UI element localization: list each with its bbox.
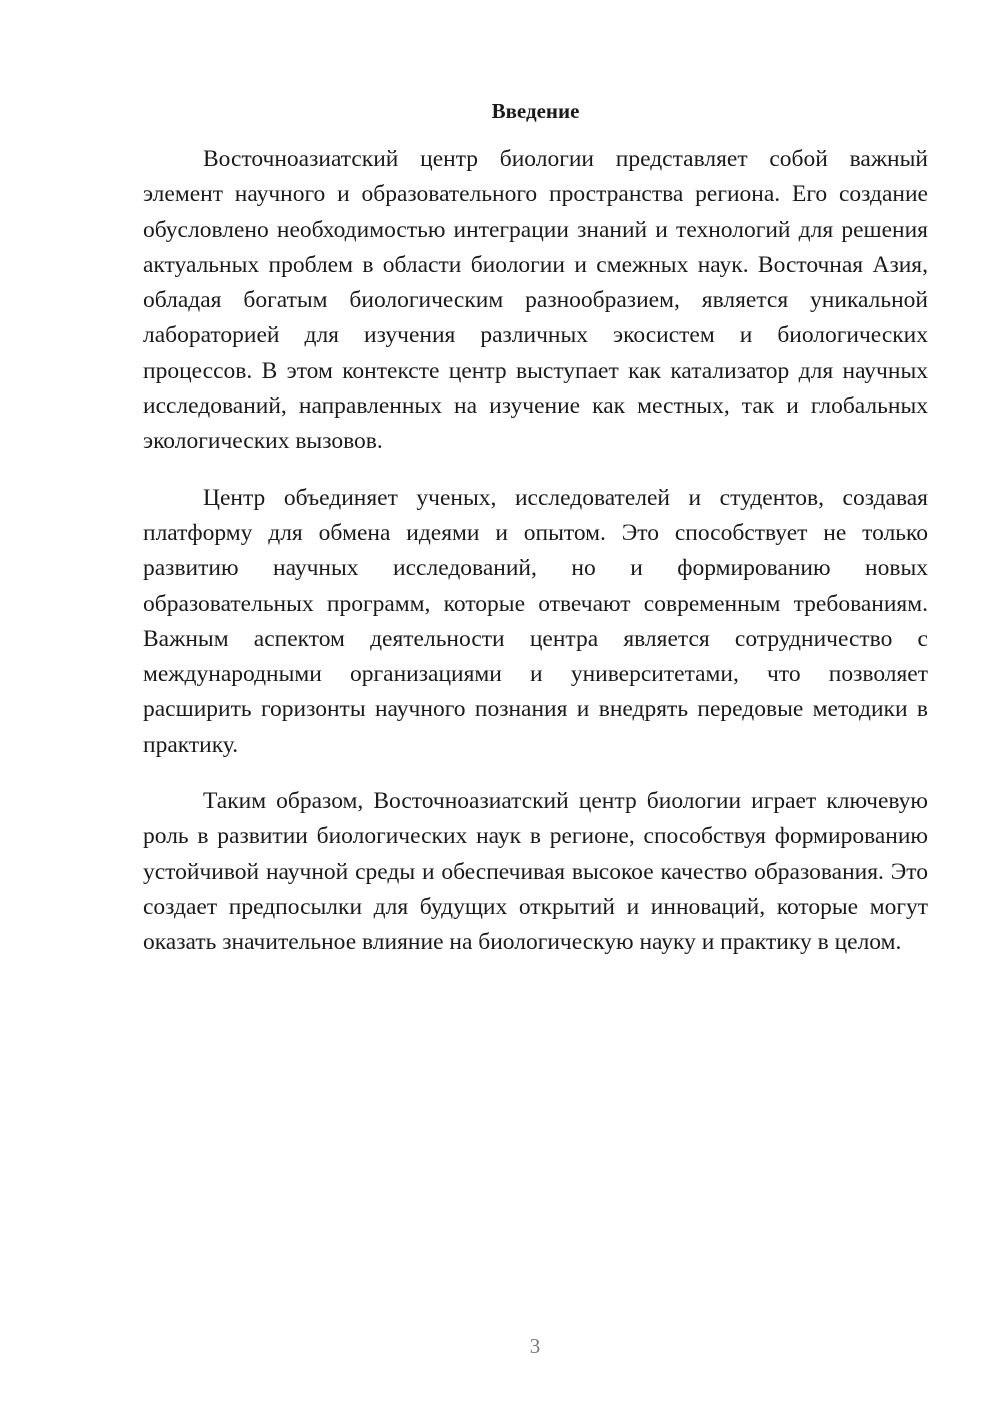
paragraph-2: Центр объединяет ученых, исследователей и студентов, создавая платформу для обмена идеями и опытом. Это способствует не только развитию научных исследований, но и формированию новых образовательных программ, которые отвечают современным требованиям. Важным аспектом деятельности центра является сотрудничество с международными организациями и университетами, что позволяет расширить горизонты научного познания и внедрять передовые методики в практику. — [143, 484, 928, 758]
section-heading: Введение — [491, 99, 580, 123]
paragraph-1: Восточноазиатский центр биологии представляет собой важный элемент научного и образовательного пространства региона. Его создание обусловлено необходимостью интеграции знаний и технологий для решения актуальных проблем в области биологии и смежных наук. Восточная Азия, обладая богатым биологическим разнообразием, является уникальной лабораторией для изучения различных экосистем и биологических процессов. В этом контексте центр выступает как катализатор для научных исследований, направленных на изучение как местных, так и глобальных экологических вызовов. — [143, 146, 928, 455]
page-number: 3 — [529, 1334, 541, 1358]
paragraph-3: Таким образом, Восточноазиатский центр биологии играет ключевую роль в развитии биологических наук в регионе, способствуя формированию устойчивой научной среды и обеспечивая высокое качество образования. Это создает предпосылки для будущих открытий и инноваций, которые могут оказать значительное влияние на биологическую науку и практику в целом. — [143, 788, 928, 956]
body-text — [143, 142, 928, 982]
